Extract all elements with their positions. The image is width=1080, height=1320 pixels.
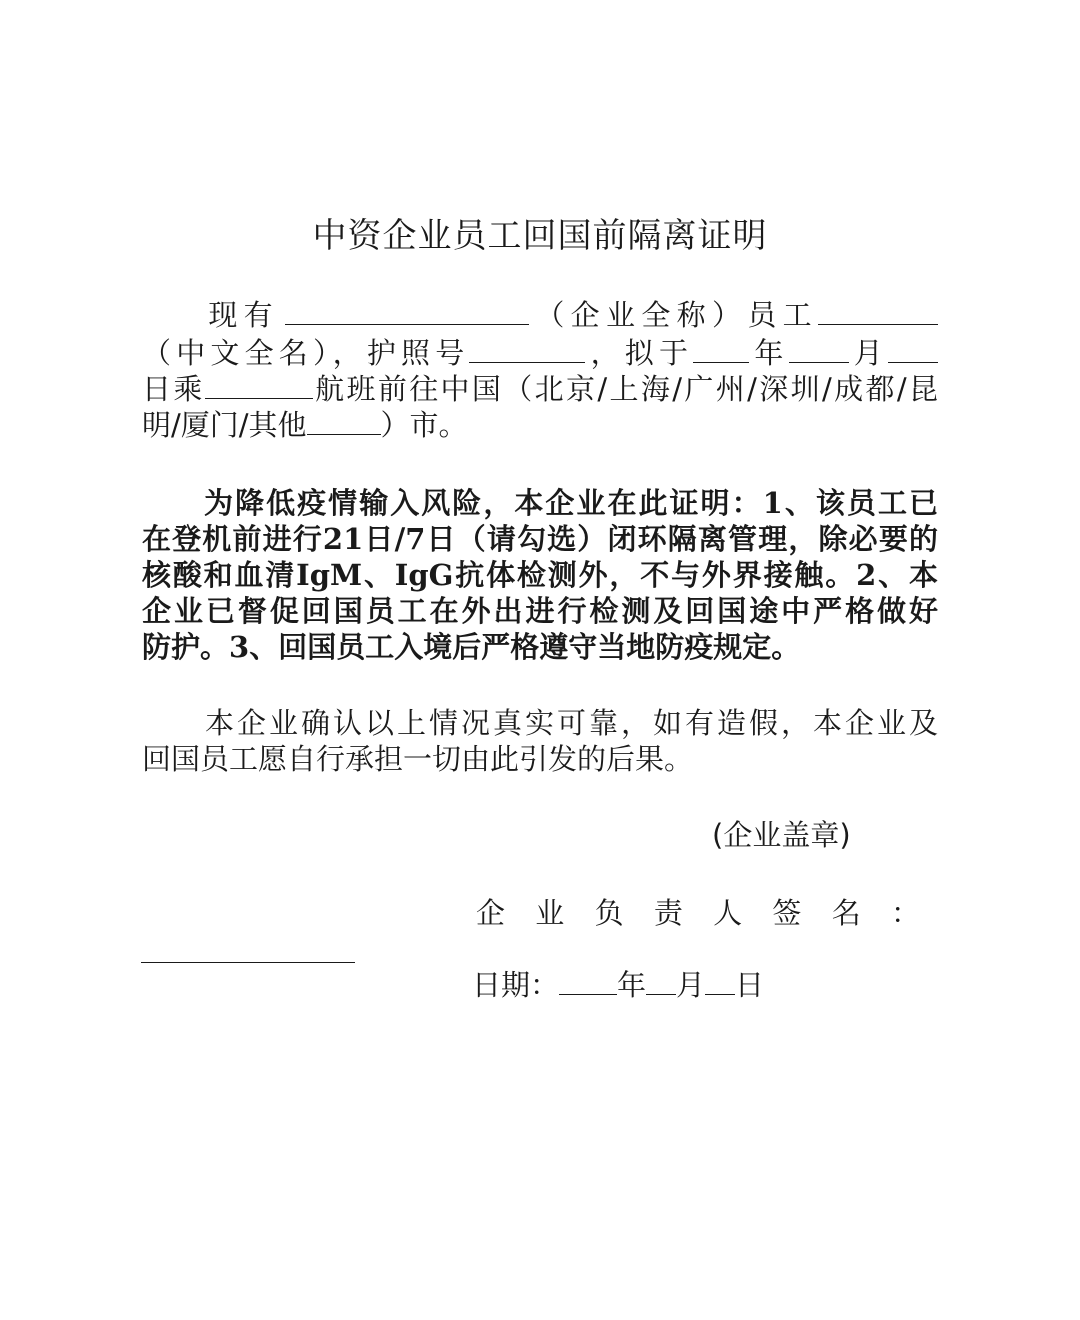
company-name-blank[interactable] (285, 298, 529, 325)
para2-text: 核酸和血清 (142, 558, 297, 592)
para2-number: 3 (229, 630, 250, 664)
para3-text: 本企业确认以上情况真实可靠，如有造假，本企业及 (202, 706, 938, 740)
day-blank[interactable] (888, 336, 938, 363)
para1-text: 现有 (202, 298, 279, 332)
para1-line4 (142, 406, 938, 444)
para2-text: 抗体检测外，不与外界接触。 (453, 558, 857, 592)
para1-text: 月 (848, 336, 888, 370)
date-month-blank[interactable] (646, 968, 676, 995)
para2-number: 21 (322, 522, 364, 556)
document-title: 中资企业员工回国前隔离证明 (312, 216, 768, 256)
para1-text: （中文全名），护照号 (142, 336, 470, 370)
para1-text: （企业全称）员工 (529, 298, 818, 332)
para2-line1 (142, 484, 938, 522)
year-blank[interactable] (693, 336, 749, 363)
signer-label: 企业负责人签名： (476, 896, 920, 930)
para3-text: 回国员工愿自行承担一切由此引发的后果。 (142, 742, 694, 776)
para2-term: IgG (394, 558, 454, 592)
para2-number: 1 (762, 486, 783, 520)
para2-text: 日/ (363, 522, 406, 556)
month-blank[interactable] (789, 336, 849, 363)
other-city-blank[interactable] (307, 408, 381, 435)
date-label: 日期： (472, 968, 560, 1002)
para1-text: 航班前往中国（北京/上海/广州/深圳/成都/昆 (312, 372, 938, 406)
passport-number-blank[interactable] (469, 336, 585, 363)
date-year-blank[interactable] (559, 968, 617, 995)
para2-text: 防护。 (142, 630, 230, 664)
signature-line[interactable] (141, 962, 355, 963)
para3-line2 (142, 740, 938, 778)
para2-number: 7 (405, 522, 426, 556)
para2-number: 2 (856, 558, 877, 592)
company-seal-label: (企业盖章) (712, 818, 851, 852)
para2-text: 、本 (876, 558, 938, 592)
para2-text: 、该员工已 (782, 486, 938, 520)
para1-line3 (142, 370, 938, 408)
para1-text: 日乘 (142, 372, 205, 406)
para1-text: ，拟于 (585, 336, 694, 370)
para2-line5 (142, 628, 938, 666)
date-row (472, 966, 764, 1004)
date-year-label: 年 (617, 968, 647, 1002)
para2-text: 、 (362, 558, 395, 592)
para2-text: 企业已督促回国员工在外出进行检测及回国途中严格做好 (142, 594, 938, 628)
para1-text: 年 (749, 336, 789, 370)
date-day-label: 日 (735, 968, 765, 1002)
flight-number-blank[interactable] (205, 372, 313, 399)
employee-name-blank[interactable] (818, 298, 938, 325)
para1-line2 (142, 334, 938, 372)
para3-line1 (142, 704, 938, 742)
para2-text: 为降低疫情输入风险，本企业在此证明： (202, 486, 763, 520)
para2-term: IgM (296, 558, 363, 592)
para2-text: 日（请勾选）闭环隔离管理，除必要的 (425, 522, 938, 556)
para1-text: 明/厦门/其他 (142, 408, 307, 442)
para1-line1 (142, 296, 938, 334)
para2-line3 (142, 556, 938, 594)
para2-line2 (142, 520, 938, 558)
date-month-label: 月 (676, 968, 706, 1002)
para2-text: 、回国员工入境后严格遵守当地防疫规定。 (249, 630, 801, 664)
para2-line4 (142, 592, 938, 630)
date-day-blank[interactable] (705, 968, 735, 995)
para2-text: 在登机前进行 (142, 522, 323, 556)
para1-text: ）市。 (380, 408, 468, 442)
